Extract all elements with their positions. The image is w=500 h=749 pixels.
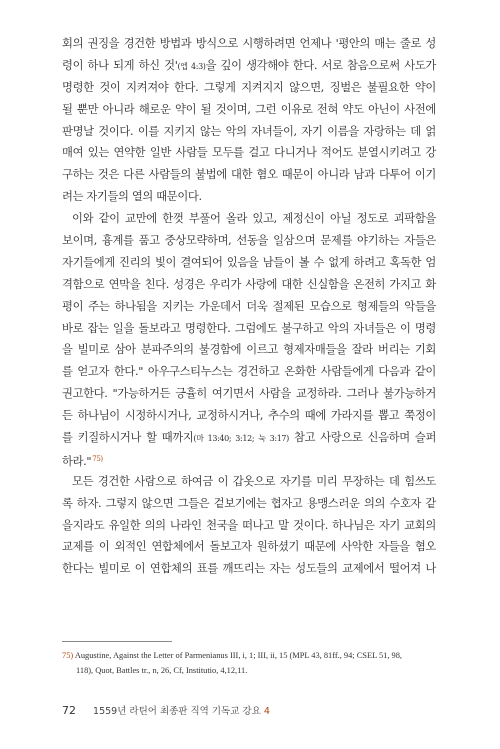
line-text: 바로 잡는 일을 돌보라고 명령한다. 그럼에도 불구하고 악의 자녀들은 이 명령: [62, 321, 436, 335]
text-line: [62, 142, 436, 164]
line-text: 매여 있는 연약한 일반 사람들 모두를 걸고 다니거나 적어도 분열시키려고 강: [62, 146, 436, 160]
text-line: [62, 99, 436, 121]
footnote-text: Augustine, Against the Letter of Parmenianus III, i, 1; III, ii, 15 (MPL 43, 81ff., 94; CSEL 51, 98,: [74, 651, 403, 660]
footnote-number: 75): [62, 651, 74, 660]
text-line: [62, 536, 436, 558]
line-text: 든 하나님이 시정하시거나, 교정하시거나, 추수의 때에 가라지를 뽑고 쭉정이: [62, 409, 436, 423]
line-text: 권고한다. "가능하거든 긍휼히 여기면서 사람을 교정하라. 그러나 불가능하거: [62, 387, 436, 401]
line-text: 록 하자. 그렇지 않으면 그들은 겉보기에는 협자고 용맹스러운 의의 수호자 같: [62, 496, 436, 510]
line-text: 려는 자기들의 열의 때문이다.: [62, 190, 202, 204]
text-line: [62, 208, 436, 230]
line-text: 이와 같이 교만에 한껏 부풀어 올라 있고, 제정신이 아닐 정도로 괴팍함을: [72, 212, 436, 226]
line-text: 자기들에게 진리의 빛이 결여되어 있음을 남들이 볼 수 없게 하려고 혹독한 엄: [62, 255, 436, 269]
line-text: 교제를 이 외적인 연합체에서 돌보고자 원하셨기 때문에 사악한 자들을 혐오: [62, 540, 436, 554]
text-line: [62, 361, 436, 383]
line-text: 보이며, 흉계를 품고 중상모략하며, 선동을 일삼으며 문제를 야기하는 자들은: [62, 234, 436, 248]
running-title: 1559년 라틴어 최종판 직역 기독교 강요: [93, 706, 261, 717]
text-line: [62, 471, 436, 493]
text-line: [62, 252, 436, 274]
line-text: 평이 주는 하나됨을 지키는 가운데서 더욱 절제된 모습으로 형제들의 악들을: [62, 299, 436, 313]
line-text: 한다는 빌미로 이 연합체의 표를 깨뜨리는 자는 성도들의 교제에서 떨어져 나: [62, 562, 436, 576]
line-text: 판명날 것이다. 이를 지키지 않는 악의 자녀들이, 자기 이름을 자랑하는 데 얽: [62, 124, 436, 138]
footnote-line-1: [62, 648, 438, 663]
line-text: 격함으로 연막을 친다. 성경은 우리가 사랑에 대한 신실함을 온전히 가지고 화: [62, 277, 436, 291]
line-text: 모든 경건한 사람으로 하여금 이 갑옷으로 자기를 미리 무장하는 데 힘쓰도: [72, 474, 436, 488]
text-line: [62, 121, 436, 143]
text-line: [62, 493, 436, 515]
text-line: [62, 274, 436, 296]
text-line: [62, 186, 436, 208]
paragraph: [62, 471, 436, 580]
line-text: 구하는 것은 다른 사람들의 불법에 대한 혐오 때문이 아니라 남과 다투어 이기: [62, 168, 436, 182]
text-line: [62, 318, 436, 340]
body-text: [62, 33, 436, 580]
text-line: [62, 230, 436, 252]
line-text: 령이 하나 되게 하신 것': [62, 58, 178, 72]
text-line: [62, 515, 436, 537]
line-text-continued: 참고 사랑으로 신음하며 슬퍼: [288, 431, 437, 445]
text-line: [62, 558, 436, 580]
text-line: [62, 77, 436, 99]
text-line: [62, 296, 436, 318]
footnote-line-2: [62, 663, 438, 678]
text-line: [62, 427, 436, 449]
line-text: 를 키질하시거나 할 때까지: [62, 431, 194, 445]
text-line: [62, 405, 436, 427]
text-line: [62, 339, 436, 361]
line-text: 명령한 것이 지켜져야 한다. 그렇게 지켜지지 않으면, 징벌은 불필요한 약이: [62, 80, 436, 94]
scripture-reference: (마 13:40; 3:12; 눅 3:17): [193, 434, 289, 444]
paragraph: [62, 208, 436, 471]
footnote-divider: [62, 641, 172, 642]
footnote-marker[interactable]: 75): [92, 454, 103, 463]
footnote: [62, 648, 438, 678]
line-text: 될 뿐만 아니라 해로운 약이 될 것이며, 그런 이유로 전혀 약도 아닌이 사전에: [62, 102, 436, 116]
text-line: [62, 55, 436, 77]
line-text: 회의 권징을 경건한 방법과 방식으로 시행하려면 언제나 '평안의 매는 줄로 성: [62, 37, 436, 50]
page-number: 72: [62, 704, 76, 717]
scripture-reference: (엡 4:3): [177, 61, 206, 71]
page-footer: [62, 703, 270, 717]
line-text: 을 빌미로 삼아 분파주의의 불경함에 이르고 형제자매들을 잘라 버리는 기회: [62, 343, 436, 357]
footnote-text: 118), Quot, Battles tr., n, 26, Cf, Institutio, 4,12,11.: [76, 666, 248, 675]
text-line: [62, 33, 436, 55]
line-text-continued: 을 깊이 생각해야 한다. 서로 참음으로써 사도가: [205, 58, 436, 72]
text-line: [62, 383, 436, 405]
line-text: 하라.": [62, 454, 92, 468]
volume-number: 4: [263, 706, 270, 717]
paragraph: [62, 33, 436, 208]
line-text: 을지라도 유일한 의의 나라인 천국을 떠나고 말 것이다. 하나님은 자기 교회의: [62, 518, 436, 532]
line-text: 를 얻고자 한다." 아우구스티누스는 경건하고 온화한 사람들에게 다음과 같이: [62, 365, 436, 379]
text-line: [62, 449, 436, 471]
text-line: [62, 164, 436, 186]
